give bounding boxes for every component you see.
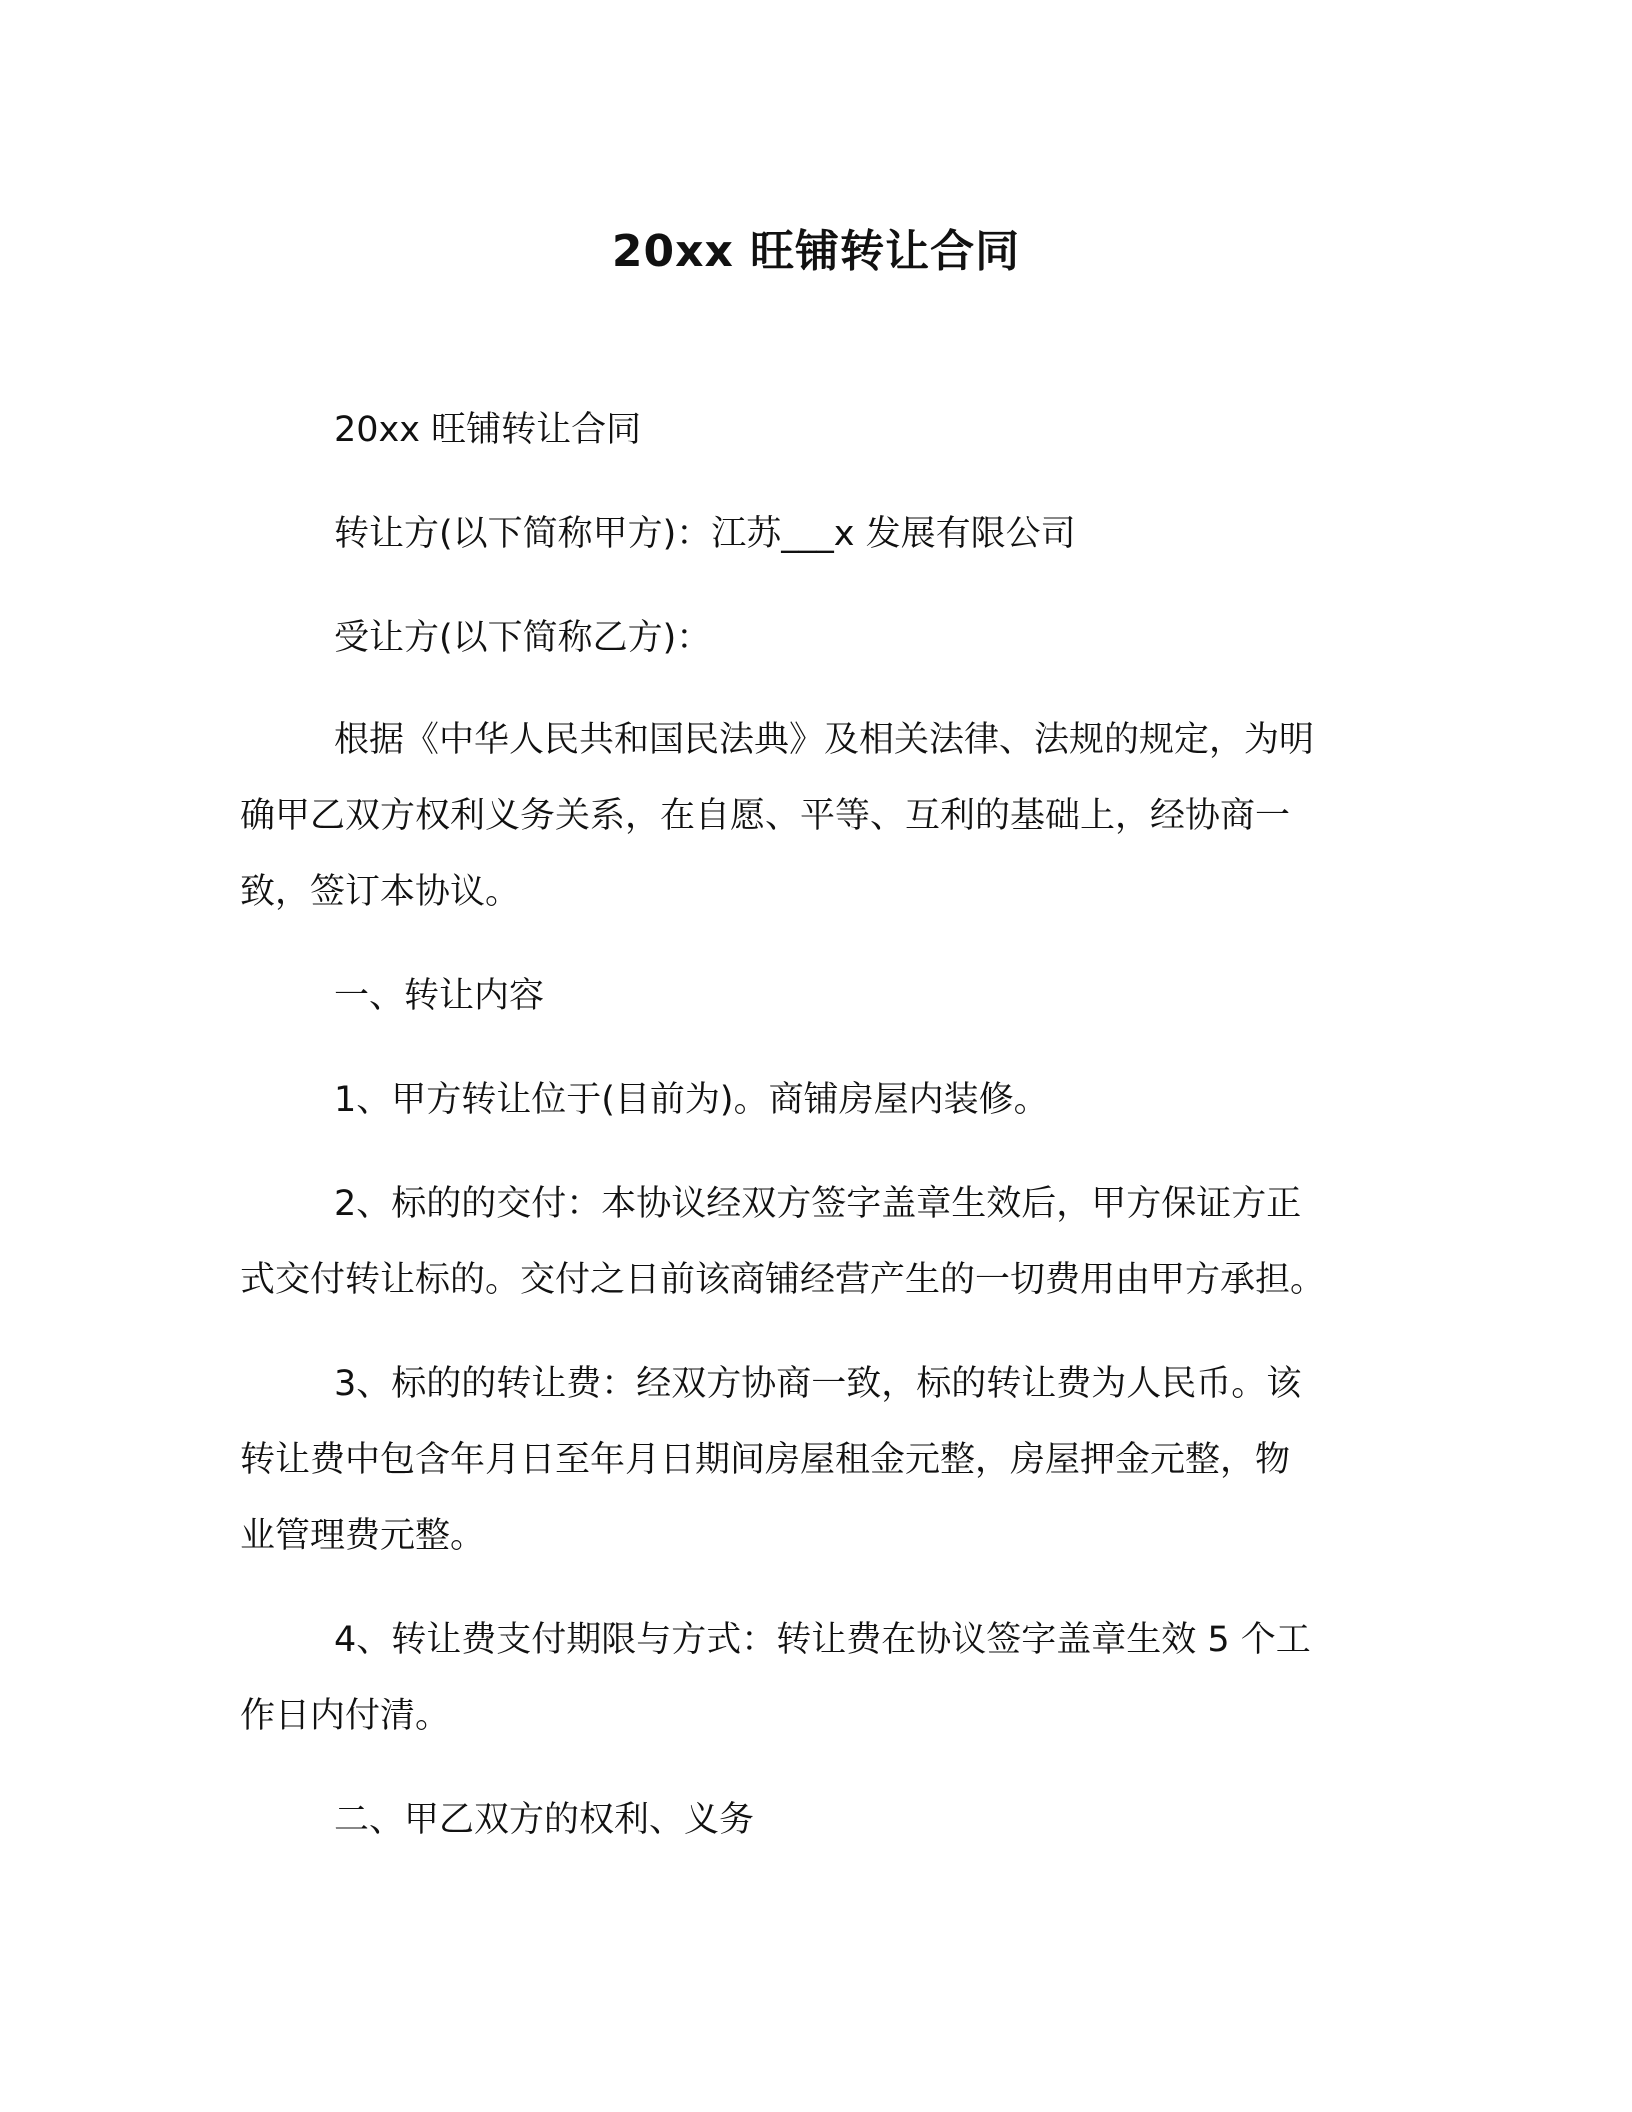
clause-2-line-1: 2、标的的交付：本协议经双方签字盖章生效后，甲方保证方正 bbox=[334, 1184, 1302, 1224]
preamble-line-2: 确甲乙双方权利义务关系，在自愿、平等、互利的基础上，经协商一 bbox=[240, 796, 1291, 836]
transferee-line: 受让方(以下简称乙方)： bbox=[334, 618, 712, 658]
clause-3-line-1: 3、标的的转让费：经双方协商一致，标的转让费为人民币。该 bbox=[334, 1364, 1302, 1404]
clause-4-line-1: 4、转让费支付期限与方式：转让费在协议签字盖章生效 5 个工 bbox=[334, 1620, 1311, 1660]
clause-1-line-1: 1、甲方转让位于(目前为)。商铺房屋内装修。 bbox=[334, 1080, 1049, 1120]
section-heading-2: 二、甲乙双方的权利、义务 bbox=[334, 1800, 755, 1840]
clause-2-line-2: 式交付转让标的。交付之日前该商铺经营产生的一切费用由甲方承担。 bbox=[240, 1260, 1326, 1300]
clause-4-line-2: 作日内付清。 bbox=[240, 1696, 451, 1736]
subtitle-line: 20xx 旺铺转让合同 bbox=[334, 410, 642, 450]
document-title: 20xx 旺铺转让合同 bbox=[611, 226, 1021, 277]
preamble-line-1: 根据《中华人民共和国民法典》及相关法律、法规的规定，为明 bbox=[334, 720, 1315, 760]
clause-3-line-3: 业管理费元整。 bbox=[240, 1516, 486, 1556]
clause-3-line-2: 转让费中包含年月日至年月日期间房屋租金元整，房屋押金元整，物 bbox=[240, 1440, 1291, 1480]
preamble-line-3: 致，签订本协议。 bbox=[240, 872, 521, 912]
transferor-line: 转让方(以下简称甲方)：江苏___x 发展有限公司 bbox=[334, 514, 1076, 554]
section-heading-1: 一、转让内容 bbox=[334, 976, 545, 1016]
